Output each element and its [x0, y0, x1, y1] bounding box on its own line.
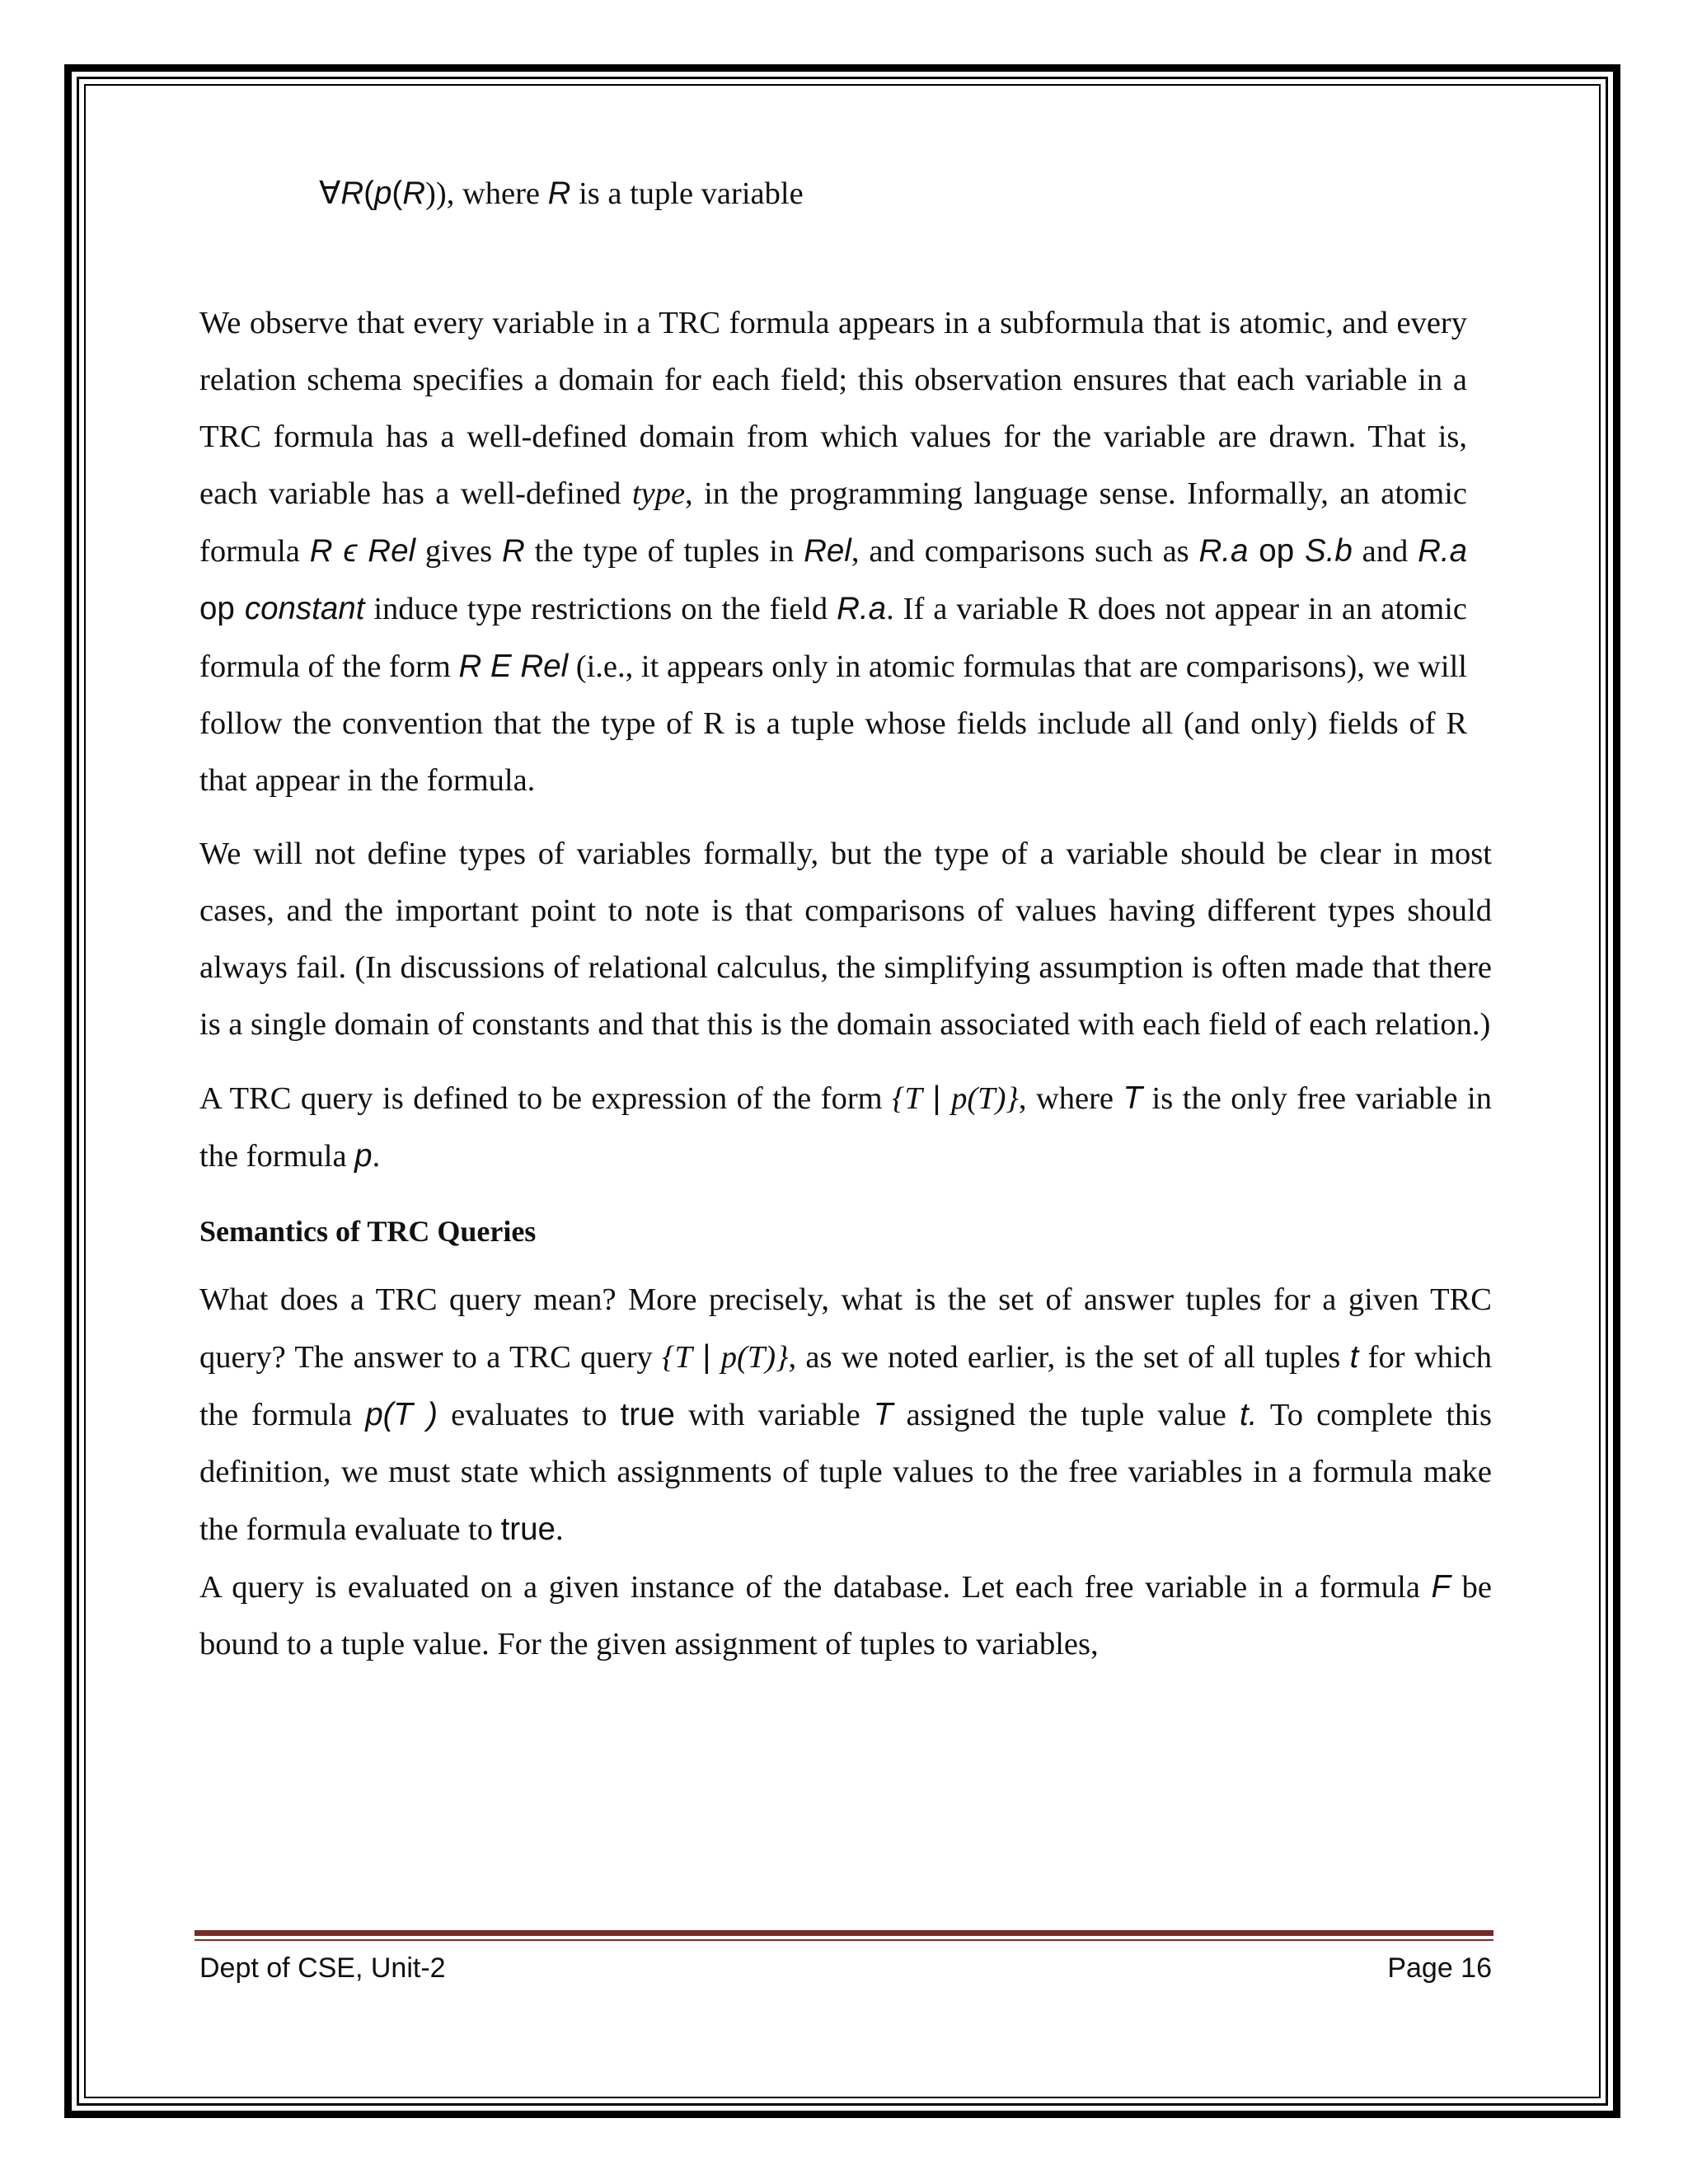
footer-page-number: Page 16	[1387, 1952, 1492, 1984]
footer-rule-thick	[195, 1930, 1493, 1936]
paragraph-trc-query-definition: A TRC query is defined to be expression of the form {T | p(T)}, where T is the only free variable in the formula p.	[199, 1080, 1492, 1174]
forall-formula: ∀R(p(R)), where R is a tuple variable	[319, 176, 804, 211]
forall-symbol: ∀	[319, 176, 341, 211]
paragraph-query-evaluation: A query is evaluated on a given instance of the database. Let each free variable in a formula F be bound to a tuple value. For the given assignment of tuples to variables,	[199, 1569, 1492, 1661]
page-content	[199, 165, 1492, 1673]
paragraph-types-informal: We will not define types of variables formally, but the type of a variable should be clear in most cases, and the important point to note is that comparisons of values having different types should always fail. (In discussions of relational calculus, the simplifying assumption is often made that there is a single domain of constants and that this is the domain associated with each field of each relation.)	[199, 837, 1492, 1042]
paragraph-trc-semantics: What does a TRC query mean? More precisely, what is the set of answer tuples for a given TRC query? The answer to a TRC query {T | p(T)}, as we noted earlier, is the set of all tuples t for which the formula p(T ) evaluates to true with variable T assigned the tuple value t. To complete this definition, we must state which assignments of tuple values to the free variables in a formula make the formula evaluate to true.	[199, 1282, 1492, 1547]
section-heading: Semantics of TRC Queries	[199, 1215, 537, 1248]
footer-department: Dept of CSE, Unit-2	[199, 1952, 446, 1984]
paragraph-variable-domains: We observe that every variable in a TRC formula appears in a subformula that is atomic, and every relation schema specifies a domain for each field; this observation ensures that each variable in a TRC formula has a well-defined domain from which values for the variable are drawn. That is, each variable has a well-defined type, in the programming language sense. Informally, an atomic formula R ϵ Rel gives R the type of tuples in Rel, and comparisons such as R.a op S.b and R.a op constant induce type restrictions on the field R.a. If a variable R does not appear in an atomic formula of the form R E Rel (i.e., it appears only in atomic formulas that are comparisons), we will follow the convention that the type of R is a tuple whose fields include all (and only) fields of R that appear in the formula.	[199, 306, 1468, 798]
footer-rule-thin	[195, 1939, 1493, 1941]
